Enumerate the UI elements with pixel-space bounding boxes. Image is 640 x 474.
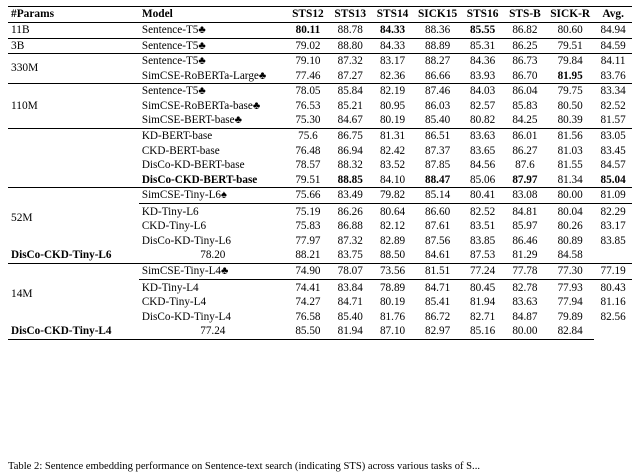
table-body [8, 22, 632, 339]
model-name-cell: Sentence-T5♣ [139, 22, 287, 38]
score-cell: 77.78 [504, 263, 546, 279]
score-cell: 88.21 [295, 249, 321, 262]
table-head [8, 7, 632, 23]
score-cell: 86.26 [337, 205, 363, 218]
header-model: Model [139, 7, 287, 23]
score-cell: 78.05 [287, 84, 329, 99]
score-cell: 88.80 [329, 38, 371, 54]
score-cell: 76.53 [295, 99, 321, 112]
score-cell: 80.00 [504, 324, 546, 339]
header-sts12: STS12 [287, 7, 329, 23]
score-cell: 80.19 [379, 114, 406, 127]
score-cell: 83.84 [337, 281, 363, 294]
header-sts14: STS14 [371, 7, 413, 23]
score-cell: 80.50 [557, 99, 583, 112]
score-cell: 84.11 [594, 54, 632, 69]
score-cell: 84.36 [461, 54, 503, 69]
header-sick15: SICK15 [414, 7, 462, 23]
score-cell: 83.63 [512, 296, 538, 309]
params-cell: 52M [8, 188, 139, 249]
score-cell: 84.10 [379, 173, 406, 186]
score-cell: 86.82 [504, 22, 546, 38]
score-cell: 85.40 [424, 114, 451, 127]
score-cell: 80.39 [557, 114, 583, 127]
header-sts-b: STS-B [504, 7, 546, 23]
score-cell: 84.61 [424, 249, 451, 262]
score-cell: 78.89 [379, 281, 406, 294]
params-cell: 14M [8, 263, 139, 324]
table-row [8, 129, 632, 144]
score-cell: 85.84 [329, 84, 371, 99]
score-cell: 74.41 [295, 281, 321, 294]
score-cell: 87.53 [470, 249, 496, 262]
score-cell: 84.94 [594, 22, 632, 38]
score-cell: 86.60 [424, 205, 451, 218]
score-cell: 83.85 [470, 234, 496, 247]
score-cell: 86.73 [504, 54, 546, 69]
score-cell: 87.32 [337, 234, 363, 247]
score-cell: 85.55 [461, 22, 503, 38]
table-row [8, 38, 632, 54]
score-cell: 83.85 [600, 234, 626, 247]
score-cell: 80.64 [379, 205, 406, 218]
score-cell: 79.51 [546, 38, 594, 54]
score-cell: 74.27 [295, 296, 321, 309]
score-cell: 84.57 [600, 159, 626, 172]
score-cell: 81.95 [557, 69, 583, 82]
score-cell: 82.78 [512, 281, 538, 294]
score-cell: 86.66 [424, 69, 451, 82]
table-row [8, 84, 632, 99]
score-cell: 82.12 [379, 220, 406, 233]
model-name-cell: KD-Tiny-L6 [141, 205, 199, 218]
model-name-cell: CKD-Tiny-L4 [141, 296, 207, 309]
score-cell: 87.46 [414, 84, 462, 99]
score-cell: 79.89 [557, 310, 583, 323]
header-sts16: STS16 [461, 7, 503, 23]
table-row [8, 263, 632, 279]
score-cell: 80.60 [546, 22, 594, 38]
model-name-cell: SimCSE-Tiny-L4♣ [139, 263, 287, 279]
score-cell: 77.19 [594, 263, 632, 279]
score-cell: 83.51 [470, 220, 496, 233]
score-cell: 88.27 [414, 54, 462, 69]
score-cell: 81.29 [512, 249, 538, 262]
score-cell: 80.45 [470, 281, 496, 294]
score-cell: 77.94 [557, 296, 583, 309]
score-cell: 85.97 [512, 220, 538, 233]
model-name-cell: SimCSE-RoBERTa-base♣ [141, 99, 261, 112]
score-cell: 83.34 [594, 84, 632, 99]
score-cell: 84.67 [337, 114, 363, 127]
score-cell: 76.58 [295, 310, 321, 323]
score-cell: 85.50 [287, 324, 329, 339]
score-cell: 86.01 [504, 129, 546, 144]
score-cell: 80.19 [379, 296, 406, 309]
score-cell: 88.32 [337, 159, 363, 172]
score-cell: 84.71 [337, 296, 363, 309]
score-cell: 77.97 [295, 234, 321, 247]
score-cell: 77.30 [546, 263, 594, 279]
score-cell: 85.40 [337, 310, 363, 323]
score-cell: 85.04 [600, 173, 626, 186]
score-cell: 82.42 [379, 144, 406, 157]
score-cell: 83.75 [337, 249, 363, 262]
score-cell: 88.78 [329, 22, 371, 38]
score-cell: 81.55 [557, 159, 583, 172]
score-cell: 86.51 [414, 129, 462, 144]
score-cell: 81.09 [594, 188, 632, 204]
model-name-cell: KD-Tiny-L4 [141, 281, 199, 294]
score-cell: 77.93 [557, 281, 583, 294]
score-cell: 80.82 [470, 114, 496, 127]
score-cell: 81.51 [414, 263, 462, 279]
params-cell: 110M [8, 84, 139, 129]
score-cell: 82.52 [470, 205, 496, 218]
score-cell: 86.27 [512, 144, 538, 157]
score-cell: 81.31 [371, 129, 413, 144]
model-name-cell: DisCo-KD-Tiny-L6 [141, 234, 231, 247]
score-cell: 79.84 [546, 54, 594, 69]
score-cell: 84.56 [470, 159, 496, 172]
score-cell: 85.06 [470, 173, 496, 186]
score-cell: 87.6 [515, 159, 535, 172]
score-cell: 82.97 [414, 324, 462, 339]
score-cell: 82.52 [600, 99, 626, 112]
score-cell: 77.24 [461, 263, 503, 279]
score-cell: 83.17 [371, 54, 413, 69]
model-name-cell: CKD-Tiny-L6 [141, 220, 207, 233]
score-cell: 76.48 [295, 144, 321, 157]
model-name-cell: SimCSE-Tiny-L6♠ [139, 188, 287, 204]
score-cell: 80.11 [287, 22, 329, 38]
score-cell: 82.19 [371, 84, 413, 99]
table-row [8, 22, 632, 38]
score-cell: 88.47 [424, 173, 451, 186]
score-cell: 88.89 [414, 38, 462, 54]
score-cell: 87.97 [512, 173, 538, 186]
score-cell: 78.20 [200, 249, 226, 262]
score-cell: 77.46 [295, 69, 321, 82]
score-cell: 80.89 [557, 234, 583, 247]
score-cell: 86.70 [512, 69, 538, 82]
score-cell: 81.16 [600, 296, 626, 309]
score-cell: 86.03 [424, 99, 451, 112]
score-cell: 84.25 [512, 114, 538, 127]
score-cell: 86.88 [337, 220, 363, 233]
score-cell: 82.57 [470, 99, 496, 112]
score-cell: 81.94 [329, 324, 371, 339]
score-cell: 81.56 [546, 129, 594, 144]
score-cell: 82.84 [546, 324, 594, 339]
score-cell: 83.76 [600, 69, 626, 82]
model-name-cell: DisCo-KD-Tiny-L4 [141, 310, 231, 323]
score-cell: 83.17 [600, 220, 626, 233]
score-cell: 75.6 [287, 129, 329, 144]
score-cell: 84.33 [371, 38, 413, 54]
score-cell: 85.21 [337, 99, 363, 112]
score-cell: 88.50 [379, 249, 406, 262]
score-cell: 80.00 [546, 188, 594, 204]
model-name-cell: CKD-BERT-base [141, 144, 220, 157]
score-cell: 80.95 [379, 99, 406, 112]
model-name-cell: SimCSE-RoBERTa-Large♣ [141, 69, 267, 82]
table-row [8, 54, 632, 69]
score-cell: 86.94 [337, 144, 363, 157]
score-cell: 84.03 [461, 84, 503, 99]
header-params: #Params [8, 7, 139, 23]
score-cell: 73.56 [371, 263, 413, 279]
header-sick-r: SICK-R [546, 7, 594, 23]
model-name-cell: Sentence-T5♣ [139, 38, 287, 54]
score-cell: 77.24 [139, 324, 287, 339]
score-cell: 75.83 [295, 220, 321, 233]
score-cell: 83.08 [504, 188, 546, 204]
score-cell: 85.41 [424, 296, 451, 309]
score-cell: 84.71 [424, 281, 451, 294]
score-cell: 84.58 [557, 249, 583, 262]
score-cell: 82.89 [379, 234, 406, 247]
score-cell: 84.81 [512, 205, 538, 218]
score-cell: 83.93 [470, 69, 496, 82]
model-name-cell: Sentence-T5♣ [139, 54, 287, 69]
model-name-cell: DisCo-KD-BERT-base [141, 159, 245, 172]
score-cell: 86.25 [504, 38, 546, 54]
score-cell: 81.94 [470, 296, 496, 309]
score-cell: 84.33 [371, 22, 413, 38]
score-cell: 86.46 [512, 234, 538, 247]
score-cell: 87.27 [337, 69, 363, 82]
model-name-cell: DisCo-CKD-BERT-base [141, 173, 258, 186]
score-cell: 80.26 [557, 220, 583, 233]
score-cell: 85.16 [461, 324, 503, 339]
score-cell: 82.56 [600, 310, 626, 323]
model-name-cell: DisCo-CKD-Tiny-L6 [11, 249, 112, 262]
score-cell: 79.82 [371, 188, 413, 204]
score-cell: 83.63 [461, 129, 503, 144]
score-cell: 87.32 [329, 54, 371, 69]
model-name-cell: KD-BERT-base [139, 129, 287, 144]
score-cell: 78.07 [329, 263, 371, 279]
figure-caption: Table 2: Sentence embedding performance on Sentence-text search (indicating STS) across various tasks of S... [8, 461, 481, 472]
score-cell: 84.87 [512, 310, 538, 323]
score-cell: 81.57 [600, 114, 626, 127]
score-cell: 78.57 [295, 159, 321, 172]
table-row [8, 188, 632, 204]
score-cell: 75.30 [295, 114, 321, 127]
table-row [8, 324, 632, 339]
score-cell: 88.85 [337, 173, 363, 186]
params-cell: 3B [8, 38, 139, 54]
params-cell [8, 129, 139, 188]
score-cell: 80.04 [557, 205, 583, 218]
score-cell: 87.10 [371, 324, 413, 339]
score-cell: 74.90 [287, 263, 329, 279]
score-cell: 87.61 [424, 220, 451, 233]
score-cell: 79.10 [287, 54, 329, 69]
score-cell: 86.75 [329, 129, 371, 144]
score-cell: 85.14 [414, 188, 462, 204]
score-cell: 80.43 [600, 281, 626, 294]
model-name-cell: Sentence-T5♣ [139, 84, 287, 99]
params-cell: 11B [8, 22, 139, 38]
score-cell: 88.36 [414, 22, 462, 38]
table-row [8, 248, 632, 263]
score-cell: 79.51 [295, 173, 321, 186]
results-table [8, 6, 632, 340]
score-cell: 80.41 [461, 188, 503, 204]
score-cell: 83.45 [600, 144, 626, 157]
score-cell: 79.75 [546, 84, 594, 99]
table-header-row [8, 7, 632, 23]
header-avg: Avg. [594, 7, 632, 23]
model-name-cell: SimCSE-BERT-base♣ [141, 114, 242, 127]
model-name-cell: DisCo-CKD-Tiny-L4 [8, 324, 139, 339]
score-cell: 81.34 [557, 173, 583, 186]
score-cell: 87.56 [424, 234, 451, 247]
score-cell: 87.37 [424, 144, 451, 157]
score-cell: 79.02 [287, 38, 329, 54]
score-cell: 83.49 [329, 188, 371, 204]
score-cell: 75.19 [295, 205, 321, 218]
score-cell: 83.05 [594, 129, 632, 144]
header-sts13: STS13 [329, 7, 371, 23]
score-cell: 85.83 [512, 99, 538, 112]
score-cell: 82.36 [379, 69, 406, 82]
score-cell: 81.03 [557, 144, 583, 157]
score-cell: 84.59 [594, 38, 632, 54]
score-cell: 87.85 [424, 159, 451, 172]
score-cell: 85.31 [461, 38, 503, 54]
score-cell: 83.65 [470, 144, 496, 157]
score-cell: 86.72 [424, 310, 451, 323]
score-cell: 83.52 [379, 159, 406, 172]
score-cell: 86.04 [504, 84, 546, 99]
score-cell: 82.71 [470, 310, 496, 323]
score-cell: 81.76 [379, 310, 406, 323]
score-cell: 75.66 [287, 188, 329, 204]
score-cell: 82.29 [600, 205, 626, 218]
params-cell: 330M [8, 54, 139, 84]
